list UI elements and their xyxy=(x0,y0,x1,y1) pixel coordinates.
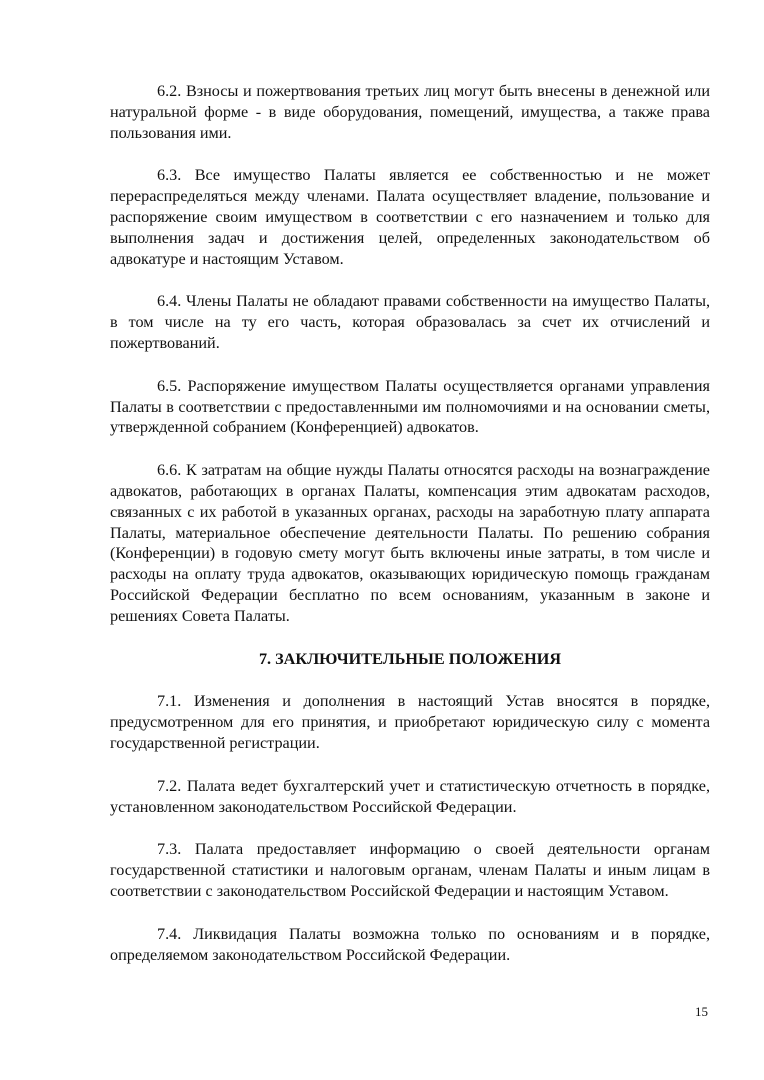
paragraph-7-4: 7.4. Ликвидация Палаты возможна только по основаниям и в порядке, определяемом законодательством Российской Федерации. xyxy=(110,924,710,964)
paragraph-6-4: 6.4. Члены Палаты не обладают правами собственности на имущество Палаты, в том числе на ту его часть, которая образовалась за счет их отчислений и пожертвований. xyxy=(110,292,710,352)
paragraph-6-5: 6.5. Распоряжение имуществом Палаты осуществляется органами управления Палаты в соответствии с предоставленными им полномочиями и на основании сметы, утвержденной собранием (Конференцией) адвокатов. xyxy=(110,376,710,437)
section-7-heading: 7. ЗАКЛЮЧИТЕЛЬНЫЕ ПОЛОЖЕНИЯ xyxy=(258,649,562,668)
paragraph-7-2: 7.2. Палата ведет бухгалтерский учет и статистическую отчетность в порядке, установленном законодательством Российской Федерации. xyxy=(110,776,710,816)
paragraph-6-2: 6.2. Взносы и пожертвования третьих лиц могут быть внесены в денежной или натуральной форме - в виде оборудования, помещений, имущества, а также права пользования ими. xyxy=(110,82,710,142)
paragraph-6-3: 6.3. Все имущество Палаты является ее собственностью и не может перераспределяться между членами. Палата осуществляет владение, пользование и распоряжение своим имуществом в соответствии с его назначением и только для выполнения задач и достижения целей, определенных законодательством об адвокатуре и настоящим Уставом. xyxy=(110,166,710,268)
paragraph-7-3: 7.3. Палата предоставляет информацию о своей деятельности органам государственной статистики и налоговым органам, членам Палаты и иным лицам в соответствии с законодательством Российской Федерации и настоящим Уставом. xyxy=(110,840,710,900)
document-page xyxy=(110,81,710,987)
paragraph-7-1: 7.1. Изменения и дополнения в настоящий Устав вносятся в порядке, предусмотренном для его принятия, и приобретают юридическую силу с момента государственной регистрации. xyxy=(110,692,710,752)
page-number: 15 xyxy=(695,1004,708,1019)
paragraph-6-6: 6.6. К затратам на общие нужды Палаты относятся расходы на вознаграждение адвокатов, работающих в органах Палаты, компенсация этим адвокатам расходов, связанных с их работой в указанных органах, расходы на заработную плату аппарата Палаты, материальное обеспечение деятельности Палаты. По решению собрания (Конференции) в годовую смету могут быть включены иные затраты, в том числе и расходы на оплату труда адвокатов, оказывающих юридическую помощь гражданам Российской Федерации бесплатно по всем основаниям, указанным в законе и решениях Совета Палаты. xyxy=(110,461,710,625)
